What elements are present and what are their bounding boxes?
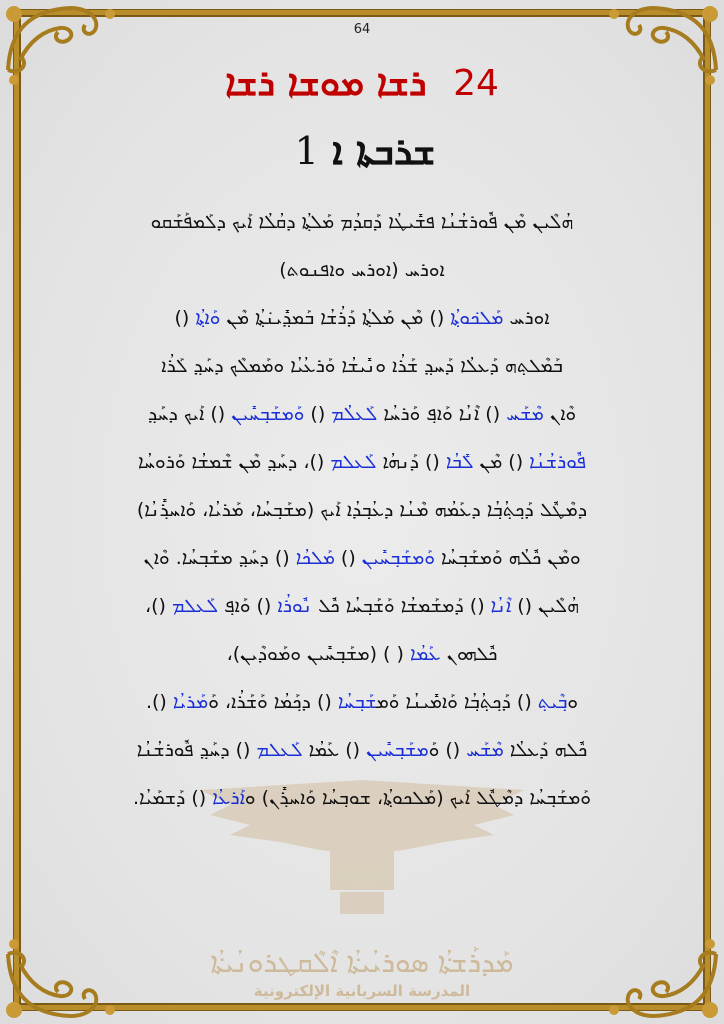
text-segment: ܒܰܡܶܠܬ݂ܗ ܕܰܥܠܳܐ ܕܰܚܕ݂ ܫܰܪܳܐ ܘܢܺܝܫܳܐ ܘܰܪܥܳܝܳܐ ܘܡܰܡܠܶܟ ܕܚܰܕ݂ ܠܰܪܳܐ bbox=[161, 355, 563, 377]
text-segment: () ܐܶܢܳܐ ܘܰܐܦ݂ ܘܰܪܚܳܐ bbox=[377, 403, 507, 425]
text-segment: () bbox=[304, 403, 332, 425]
text-segment: (). bbox=[145, 691, 173, 713]
highlighted-word: ܥܰܡܳܐ bbox=[409, 643, 441, 665]
text-segment: () ܡܶܢ bbox=[473, 451, 530, 473]
title-number: 24 bbox=[453, 63, 499, 104]
text-line bbox=[40, 774, 684, 822]
watermark-syriac-text: ܡܰܕܪܰܫܬ݁ܳܐ ܣܘܪܝܳܝܬ݁ܳܐ ܐܶܠܶܩܛܪܘܢܳܝܬ݁ܳܐ bbox=[210, 946, 514, 979]
text-segment: () ܕܚܰܕ݂ ܡܫܰܒ݂ܚܳܐ. ܘܶܐܢ bbox=[143, 547, 296, 569]
watermark-arabic-text: المدرسة السريانية الإلكترونية bbox=[253, 982, 471, 1000]
highlighted-word: ܠܰܥܠܡ bbox=[256, 739, 303, 761]
page-title bbox=[0, 62, 724, 105]
text-segment: ܗܳܠܶܝܢ ܡܶܢ ܦܽܘܪܫܳܢܳܐ ܦܫܺܝܛܳܐ ܕܰܩܕܳܡ ܡܰܠܬ݂ܳܐ ܕܩܳܠܳܐ ܐܰܝܟ ܕܠܰܡܦܰܫܰܩܘ bbox=[150, 211, 574, 233]
subtitle-text: ܫܪܒܬܐ ܐ bbox=[332, 128, 436, 173]
text-line bbox=[40, 198, 684, 246]
highlighted-word: ܘܰܡܫܰܒ݂ܚܺܝܢ bbox=[361, 547, 435, 569]
highlighted-word: ܒ݂ܶܝܬ݂ bbox=[537, 691, 568, 713]
highlighted-word: ܠܰܥܠܡ bbox=[171, 595, 219, 617]
text-segment: ܗܳܠܶܝܢ () bbox=[511, 595, 580, 617]
text-line bbox=[40, 246, 684, 294]
highlighted-word: ܘܰܐܬ݂ܳܐ bbox=[195, 307, 221, 329]
text-segment: () ܐܰܝܟ ܕܚܰܕ݂ bbox=[147, 403, 232, 425]
text-segment: ܘܶܐܢ bbox=[543, 403, 577, 425]
highlighted-word: ܡܰܪܝܳܐ bbox=[172, 691, 209, 713]
highlighted-word: ܠܰܥܠܡ bbox=[330, 451, 377, 473]
text-segment: () ܕܰܢܗܳܐ bbox=[376, 451, 446, 473]
text-line bbox=[40, 294, 684, 342]
text-line bbox=[40, 726, 684, 774]
highlighted-word: ܦܽܘܪܫܳܢܳܐ bbox=[529, 451, 586, 473]
highlighted-word: ܡܰܠܟܳܐ bbox=[295, 547, 335, 569]
text-segment: ()، ܕܚܰܕ݂ ܡܶܢ ܫܶܡܫܳܐ ܘܰܪܘܚܳܐ bbox=[138, 451, 331, 473]
highlighted-word: ܢܽܘܪܳܐ bbox=[277, 595, 313, 617]
text-line bbox=[40, 534, 684, 582]
text-segment: ܟܽܠܗ ܕܰܥܠܳܐ bbox=[503, 739, 588, 761]
highlighted-word: ܠܰܥܠܳܡ bbox=[331, 403, 378, 425]
text-segment: () ܘܰܐܦ݂ bbox=[218, 595, 278, 617]
highlighted-word: ܡܰܠܟ݁ܘܬ݂ܳܐ bbox=[450, 307, 504, 329]
text-segment: ܕܡܶܛܽܠ ܕܰܟ݂ܬ݂ܳܒ݂ܳܐ ܕܥܰܡܳܗ ܡܶܢܳܐ ܕܥܳܒ݂ܕܳܐ ܐܰܝܟ (ܡܫܰܒ݂ܚܳܐ، ܡܰܪܝܳܐ، ܘܰܐܚܪ݂ܺܢܳܐ) bbox=[136, 499, 588, 521]
lesson-subtitle bbox=[0, 128, 724, 174]
subtitle-number: 1 bbox=[294, 129, 319, 173]
text-line bbox=[40, 438, 684, 486]
highlighted-word: ܠܺܒܳܐ bbox=[445, 451, 474, 473]
highlighted-word: ܫܰܒ݂ܚܳܐ bbox=[337, 691, 377, 713]
highlighted-word: ܐܰܪܥܳܐ bbox=[212, 787, 245, 809]
text-segment: () ܕܰܡܫܰܡܫܳܐ ܘܰܫܰܒ݂ܚܳܐ ܟܽܠ bbox=[312, 595, 491, 617]
text-segment: () bbox=[174, 307, 196, 329]
highlighted-word: ܐܶܢܳܐ bbox=[490, 595, 512, 617]
text-segment: () bbox=[334, 547, 362, 569]
text-segment: ܘܰܡܫܰܒ݂ܚܳܐ ܕܡܶܛܽܠ ܐܰܝܟ (ܡܰܠܟܘܬ݂ܳܐ، ܫܘܒ݂ܚܳܐ ܘܰܐܚܪ݂ܺܢ) ܘ bbox=[244, 787, 591, 809]
text-segment: ()، bbox=[144, 595, 172, 617]
highlighted-word: ܡܶܫܰܚ bbox=[466, 739, 504, 761]
highlighted-word: ܘܰܡܫܰܒ݂ܚܺܝܢ bbox=[231, 403, 305, 425]
title-text: ܪܫܐ ܡܘܫܐ ܪܫܐ bbox=[225, 62, 427, 104]
text-segment: () ܕܟ݂ܰܡܳܐ ܘܰܫܰܪܳܐ، ܘܰ bbox=[208, 691, 338, 713]
text-segment: () ܡܶܢ ܡܰܠܬ݂ܳܐ ܕܰܪܳܫܳܐ ܒܰܡܕ݂ܺܝܢ݁ܬ݂ܳܐ ܡܶܢ bbox=[220, 307, 451, 329]
text-line bbox=[40, 630, 684, 678]
text-line bbox=[40, 678, 684, 726]
text-segment: () ܕܰܫܡܰܝܳܐ. bbox=[133, 787, 213, 809]
text-line bbox=[40, 342, 684, 390]
text-segment: () ܘܰ bbox=[428, 739, 467, 761]
text-segment: () ܕܚܰܕ݂ ܦܽܘܪܫܳܢܳܐ bbox=[136, 739, 257, 761]
text-segment: ܘ bbox=[567, 691, 579, 713]
text-segment: ( ) (ܡܫܰܒ݂ܚܺܝܢ ܘܡܰܘܕܶܝܢ)، bbox=[226, 643, 410, 665]
highlighted-word: ܡܶܫܰܚ bbox=[506, 403, 544, 425]
text-segment: ܘܡܶܢ ܟܽܠܳܗ ܘܰܡܫܰܒ݂ܚܳܐ bbox=[434, 547, 581, 569]
page-number: 64 bbox=[353, 22, 371, 37]
text-segment: () ܥܰܡܳܐ bbox=[302, 739, 367, 761]
text-line bbox=[40, 486, 684, 534]
text-segment: ܐܘܪܚ bbox=[503, 307, 550, 329]
text-segment: ܟܽܠܗܘܢ bbox=[440, 643, 498, 665]
text-segment: () ܕܰܟ݂ܬ݂ܳܒ݂ܳܐ ܘܰܐܡܺܝܢܳܐ ܘܰܡ bbox=[376, 691, 538, 713]
text-line bbox=[40, 582, 684, 630]
body-text bbox=[40, 198, 684, 822]
text-line bbox=[40, 390, 684, 438]
highlighted-word: ܡܫܰܒ݂ܚܺܝܢ bbox=[366, 739, 429, 761]
text-segment: ܐܘܪܚ (ܐܘܪܚ ܘܐܦܢܘܬ) bbox=[279, 259, 445, 281]
